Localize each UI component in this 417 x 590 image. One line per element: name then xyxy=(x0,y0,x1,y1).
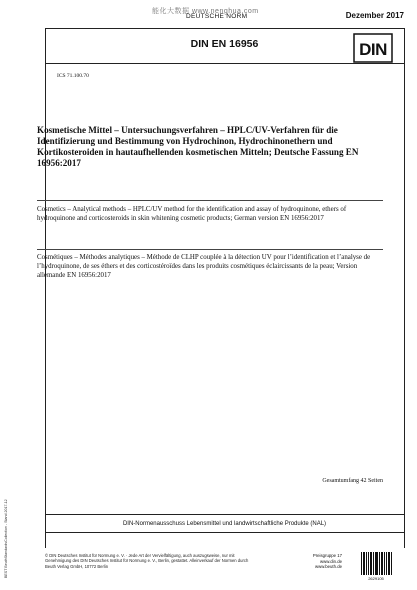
svg-text:DIN: DIN xyxy=(359,40,387,59)
publication-date: Dezember 2017 xyxy=(345,11,404,20)
title-divider-2 xyxy=(37,249,383,250)
beuth-url: www.beuth.de xyxy=(315,564,342,570)
document-number: DIN EN 16956 xyxy=(190,38,259,50)
right-frame-line xyxy=(404,28,405,548)
title-german: Kosmetische Mittel – Untersuchungsverfahren – HPLC/UV-Verfahren für die Identifizierung und Bestimmung von Hydrochinon, Hydrochinonethern und Kortikosteroiden in hautaufhellenden kosmetischen Mitteln; Deutsche Fassung EN 16956:2017 xyxy=(37,125,359,168)
left-frame-line xyxy=(45,28,46,548)
header-rule-top xyxy=(45,28,404,29)
watermark-text: 能化大数据 www.nenghua.com xyxy=(152,8,259,15)
total-pages: Gesamtumfang 42 Seiten xyxy=(322,478,383,484)
barcode xyxy=(360,552,392,575)
header-rule-bottom xyxy=(45,63,404,64)
price-group: Preisgruppe 17 xyxy=(312,553,342,558)
committee-name: DIN-Normenausschuss Lebensmittel und landwirtschaftliche Produkte (NAL) xyxy=(122,521,327,527)
title-english: Cosmetics – Analytical methods – HPLC/UV method for the identification and assay of hydroquinone, ethers of hydroquinone and corticosteroids in skin whitening cosmetic products; German version EN 16956:2017 xyxy=(37,206,347,222)
title-french: Cosmétiques – Méthodes analytiques – Méthode de CLHP couplée à la détection UV pour l’identification et l’analyse de l’hydroquinone, de ses éthers et des corticostéroïdes dans les produits cosmétiques éclaircissants de la peau; Version allemande EN 16956:2017 xyxy=(37,254,371,279)
deutsche-norm-label: DEUTSCHE NORM xyxy=(186,13,248,20)
price-info xyxy=(270,553,342,570)
side-collection-text: BEST BeuthStandardsCollection - Stand 2017-12 xyxy=(4,499,8,578)
title-divider-1 xyxy=(37,200,383,201)
din-url: www.din.de xyxy=(320,558,342,564)
copyright-notice: © DIN Deutsches Institut für Normung e. V. · Jede Art der Vervielfältigung, auch auszugsweise, nur mit Genehmigung des DIN Deutsches Institut für Normung e. V., Berlin, gestattet. Alleinverkauf der Normen durch Beuth Verlag GmbH, 10772 Berlin xyxy=(45,553,249,569)
ics-code: ICS 71.100.70 xyxy=(57,73,89,79)
document-code: 2629105 xyxy=(368,576,384,581)
din-logo xyxy=(353,33,393,63)
committee-rule-bottom xyxy=(45,532,404,533)
committee-rule-top xyxy=(45,514,404,515)
